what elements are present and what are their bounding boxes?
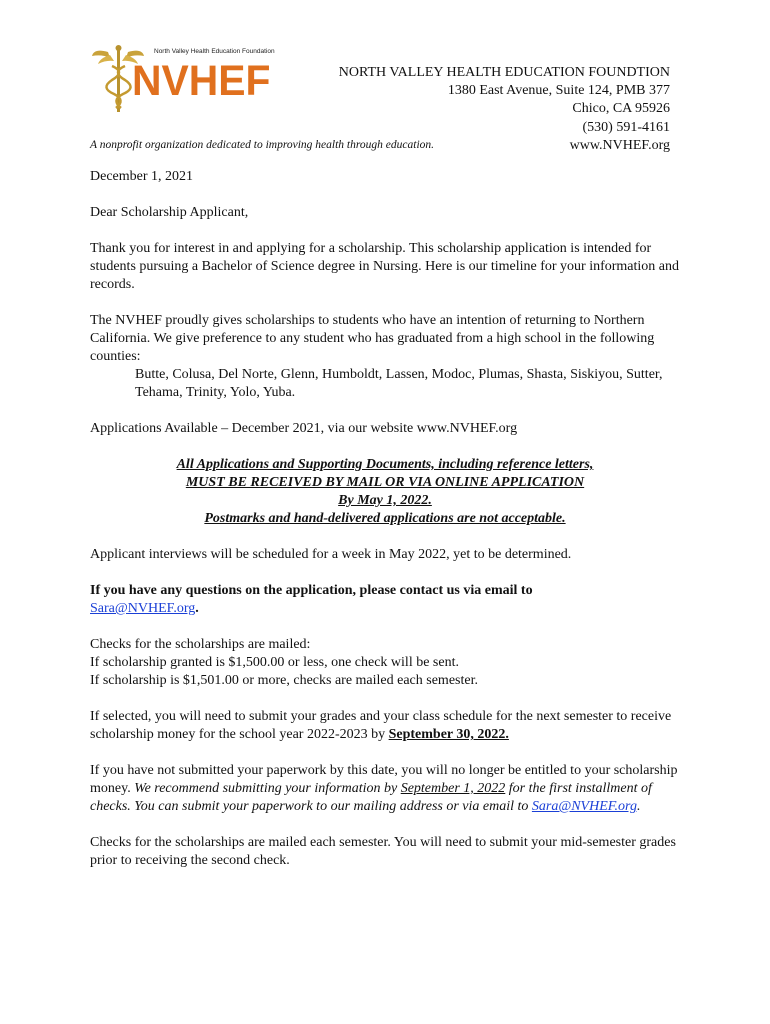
checks-rule-1: If scholarship granted is $1,500.00 or less, one check will be sent. [90, 655, 459, 670]
eligibility-paragraph: The NVHEF proudly gives scholarships to students who have an intention of returning to Northern California. We give preference to any student who has graduated from a high school in the following counties: [90, 313, 655, 364]
city-state-zip: Chico, CA 95926 [572, 101, 670, 117]
paperwork-paragraph [90, 762, 680, 816]
availability-line: Applications Available – December 2021, via our website www.NVHEF.org [90, 421, 518, 436]
checks-intro: Checks for the scholarships are mailed: [90, 637, 311, 652]
return-address [339, 64, 670, 155]
deadline-notice-1: All Applications and Supporting Documents, including reference letters, [176, 457, 594, 472]
questions-end: . [195, 601, 199, 616]
tagline: A nonprofit organization dedicated to improving health through education. [90, 139, 435, 151]
letter-date: December 1, 2021 [90, 169, 194, 184]
street-address: 1380 East Avenue, Suite 124, PMB 377 [447, 83, 670, 99]
questions-text: If you have any questions on the application, please contact us via email to [90, 583, 533, 598]
selected-paragraph [90, 708, 680, 744]
deadline-notice-3: By May 1, 2022. [338, 493, 432, 508]
midsemester-paragraph: Checks for the scholarships are mailed each semester. You will need to submit your mid-semester grades prior to receiving the second check. [90, 835, 676, 868]
paperwork-text: If you have not submitted your paperwork by this date, you will no longer be entitled to your scholarship money. [90, 763, 678, 796]
logo-foundation-name: North Valley Health Education Foundation [154, 48, 275, 55]
org-name: NORTH VALLEY HEALTH EDUCATION FOUNDTION [338, 65, 670, 80]
questions-paragraph [90, 582, 680, 618]
recommend-end: . [636, 799, 641, 814]
intro-paragraph: Thank you for interest in and applying for a scholarship. This scholarship application is intended for students pursuing a Bachelor of Science degree in Nursing. Here is our timeline for your information and records. [90, 241, 680, 292]
county-list: Butte, Colusa, Del Norte, Glenn, Humboldt, Lassen, Modoc, Plumas, Shasta, Siskiyou, Sutter, Tehama, Trinity, Yolo, Yuba. [135, 367, 663, 400]
checks-rule-2: If scholarship is $1,501.00 or more, checks are mailed each semester. [90, 673, 478, 688]
logo-wordmark: NVHEF [132, 57, 271, 105]
recommend-suffix: for the first installment of checks. You can submit your paperwork to our mailing address or via email to [90, 781, 652, 814]
deadline-notice-4: Postmarks and hand-delivered applications are not acceptable. [204, 511, 566, 526]
recommend-email-link[interactable]: Sara@NVHEF.org [531, 799, 637, 814]
recommend-text: We recommend submitting your information by [134, 781, 401, 796]
interviews-line: Applicant interviews will be scheduled for a week in May 2022, yet to be determined. [90, 547, 572, 562]
selected-deadline: September 30, 2022. [388, 727, 509, 742]
recommend-date: September 1, 2022 [400, 781, 506, 796]
nvhef-logo [90, 42, 280, 122]
letter-body [90, 168, 680, 870]
deadline-notice-2: MUST BE RECEIVED BY MAIL OR VIA ONLINE APPLICATION [185, 475, 585, 490]
selected-text: If selected, you will need to submit your grades and your class schedule for the next semester to receive scholarship money for the school year 2022-2023 by [90, 709, 672, 742]
website: www.NVHEF.org [569, 137, 670, 153]
phone-number: (530) 591-4161 [582, 119, 670, 135]
salutation: Dear Scholarship Applicant, [90, 205, 249, 220]
contact-email-link[interactable]: Sara@NVHEF.org [90, 601, 196, 616]
